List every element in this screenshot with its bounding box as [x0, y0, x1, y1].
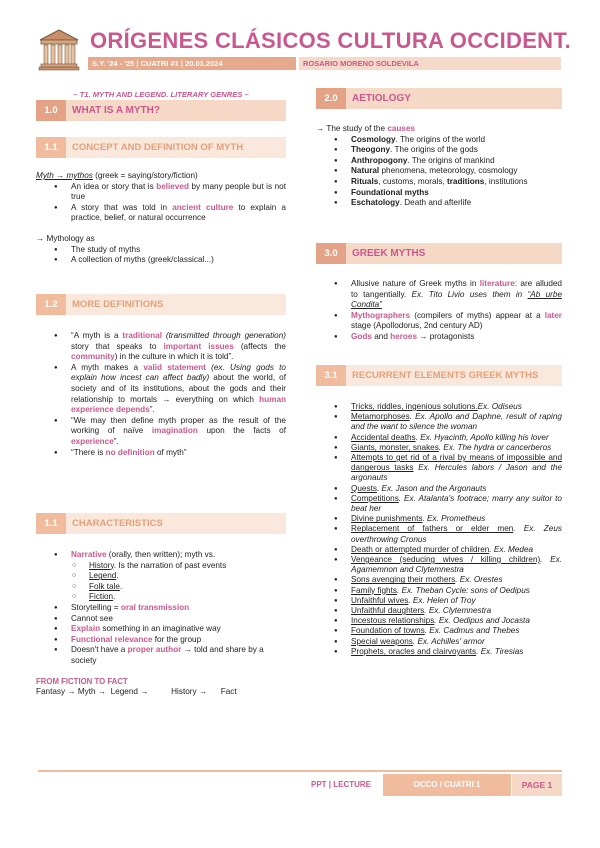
- list-item: ● Storytelling = oral transmission: [54, 603, 286, 614]
- list-item: ● Doesn't have a proper author → told and share by a society: [54, 645, 286, 666]
- list-item: ○ Folk tale.: [72, 582, 286, 593]
- list-item: ● Cannot see: [54, 614, 286, 625]
- recurrent-elements-list: [316, 402, 562, 657]
- section-number: 2.0: [316, 88, 346, 109]
- list-item: ● Death or attempted murder of children. Ex. Medea: [334, 545, 562, 555]
- section-number: 3.0: [316, 243, 346, 264]
- recurrent-elements-block: [316, 402, 562, 657]
- page-title: ORÍGENES CLÁSICOS CULTURA OCCIDENT.: [90, 28, 572, 53]
- section-number: 1.2: [36, 294, 66, 315]
- list-item: ● A story that was told in ancient culture to explain a practice, belief, or natural occurrence: [54, 203, 286, 224]
- list-item: ● Tricks, riddles, ingenious solutions.Ex. Odiseus: [334, 402, 562, 412]
- list-item: ● Theogony. The origins of the gods: [334, 145, 562, 156]
- list-item: ● Family fights. Ex. Theban Cycle: sons of Oedipus: [334, 586, 562, 596]
- list-item: ● Metamorphoses. Ex. Apollo and Daphne, result of raping and the want to silence the woman: [334, 412, 562, 432]
- list-item: ● An idea or story that is believed by many people but is not true: [54, 182, 286, 203]
- list-item: ○ History. Is the narration of past events: [72, 561, 286, 572]
- list-item: ● Eschatology. Death and afterlife: [334, 198, 562, 209]
- list-item: ● Sons avenging their mothers. Ex. Orestes: [334, 575, 562, 585]
- page-number: PAGE 1: [512, 774, 562, 796]
- list-item: ○ Legend.: [72, 571, 286, 582]
- section-number: 1.1: [36, 137, 66, 158]
- list-item: ● The study of myths: [54, 245, 286, 256]
- aetiology-lead: → The study of the causes: [316, 124, 416, 133]
- list-item: ● “We may then define myth proper as the result of the working of naïve imagination upon the facts of experience”.: [54, 416, 286, 448]
- section-characteristics-header: [36, 513, 286, 534]
- section-label: AETIOLOGY: [346, 88, 562, 109]
- list-item: ● Cosmology. The origins of the world: [334, 135, 562, 146]
- list-item: ● Prophets, oracles and clairvoyants. Ex. Tiresias: [334, 647, 562, 657]
- section-1-2-header: [36, 294, 286, 315]
- list-item: ● Functional relevance for the group: [54, 635, 286, 646]
- list-item: ● Giants, monster, snakes. Ex. The hydra or cancerberos: [334, 443, 562, 453]
- mythology-lead: → Mythology as: [36, 233, 95, 243]
- section-1-1-header: [36, 137, 286, 158]
- list-item: ● Explain something in an imaginative way: [54, 624, 286, 635]
- section-3-0-header: [316, 243, 562, 264]
- fiction-to-fact-title: FROM FICTION TO FACT: [36, 676, 128, 686]
- list-item: ● Incestous relationships. Ex. Oedipus and Jocasta: [334, 616, 562, 626]
- list-item: ● “A myth is a traditional (transmitted through generation) story that speaks to important issues (affects the community) in the culture in which it is told”.: [54, 331, 286, 363]
- list-item: ● Foundation of towns. Ex. Cadmus and Thebes: [334, 626, 562, 636]
- list-item: ● Allusive nature of Greek myths in literature: are alluded to tangentially. Ex. Tito Livio uses them in “Ab urbe Condita”: [334, 279, 562, 311]
- definitions-block: [36, 331, 286, 458]
- section-2-0-header: [316, 88, 562, 109]
- author-name: ROSARIO MORENO SOLDEVILA: [299, 57, 561, 70]
- list-item: ● Quests. Ex. Jason and the Argonauts: [334, 484, 562, 494]
- section-label: CONCEPT AND DEFINITION OF MYTH: [66, 137, 286, 158]
- list-item: ● Foundational myths: [334, 188, 562, 199]
- list-item: ● Anthropogony. The origins of mankind: [334, 156, 562, 167]
- section-label: GREEK MYTHS: [346, 243, 562, 264]
- list-item: ● Special weapons. Ex. Achilles' armor: [334, 637, 562, 647]
- list-item: ● Competitions. Ex. Atalanta's footrace; marry any suitor to beat her: [334, 494, 562, 514]
- section-label: RECURRENT ELEMENTS GREEK MYTHS: [346, 365, 562, 386]
- list-item: ● A myth makes a valid statement (ex. Using gods to explain how incest can affect badly) about the world, of society and of its institutions, about the gods and their relationship to mortals → everything on which human experience depends”.: [54, 363, 286, 416]
- list-item: ● Attempts to get rid of a rival by means of impossible and dangerous tasks Ex. Hercules labors / Jason and the argonauts: [334, 453, 562, 484]
- myth-etymology: Myth → mythos (greek = saying/story/fiction): [36, 171, 198, 180]
- section-1-0-header: [36, 100, 286, 121]
- list-item: ● Vengeance (seducing wives / killing children). Ex. Agamemnon and Clytemnestra: [334, 555, 562, 575]
- section-3-1-header: [316, 365, 562, 386]
- list-item: ● Divine punishments. Ex. Prometheus: [334, 514, 562, 524]
- list-item: ● Rituals, customs, morals, traditions, institutions: [334, 177, 562, 188]
- section-label: CHARACTERISTICS: [66, 513, 286, 534]
- list-item: ● Gods and heroes → protagonists: [334, 332, 562, 343]
- list-item: ● Accidental deaths. Ex. Hyacinth, Apollo killing his lover: [334, 433, 562, 443]
- list-item: ● Unfaithful wives. Ex. Helen of Troy: [334, 596, 562, 606]
- course-info: S.Y. '24 - '25 | CUATRI #1 | 20.01.2024: [88, 57, 296, 70]
- section-label: WHAT IS A MYTH?: [66, 100, 286, 121]
- characteristics-block: [36, 550, 286, 698]
- section-number: 1.1: [36, 513, 66, 534]
- concept-block: [36, 171, 286, 266]
- footer-divider: [38, 770, 562, 772]
- list-item: ● Natural phenomena, meteorology, cosmology: [334, 166, 562, 177]
- section-number: 3.1: [316, 365, 346, 386]
- aetiology-block: [316, 124, 562, 209]
- list-item: ● Unfaithful daughters. Ex. Clytemnestra: [334, 606, 562, 616]
- section-label: MORE DEFINITIONS: [66, 294, 286, 315]
- footer-source: PPT | LECTURE: [310, 780, 372, 789]
- footer-course: OCCO / CUATRI 1: [383, 774, 511, 796]
- list-item: ● Narrative (orally, then written); myth vs.: [54, 550, 286, 561]
- section-number: 1.0: [36, 100, 66, 121]
- topic-title: – T1. MYTH AND LEGEND. LITERARY GENRES –: [73, 90, 249, 99]
- list-item: ● Mythographers (compilers of myths) appear at a later stage (Apollodorus, 2nd century AD): [334, 311, 562, 332]
- list-item: ● “There is no definition of myth”: [54, 448, 286, 459]
- fiction-to-fact-line: Fantasy → Myth → Legend → History → Fact: [36, 687, 237, 697]
- list-item: ○ Fiction.: [72, 592, 286, 603]
- greek-temple-icon: [38, 28, 80, 72]
- greek-myths-block: [316, 279, 562, 343]
- list-item: ● Replacement of fathers or elder men. Ex. Zeus overthrowing Cronus: [334, 524, 562, 544]
- list-item: ● A collection of myths (greek/classical...): [54, 255, 286, 266]
